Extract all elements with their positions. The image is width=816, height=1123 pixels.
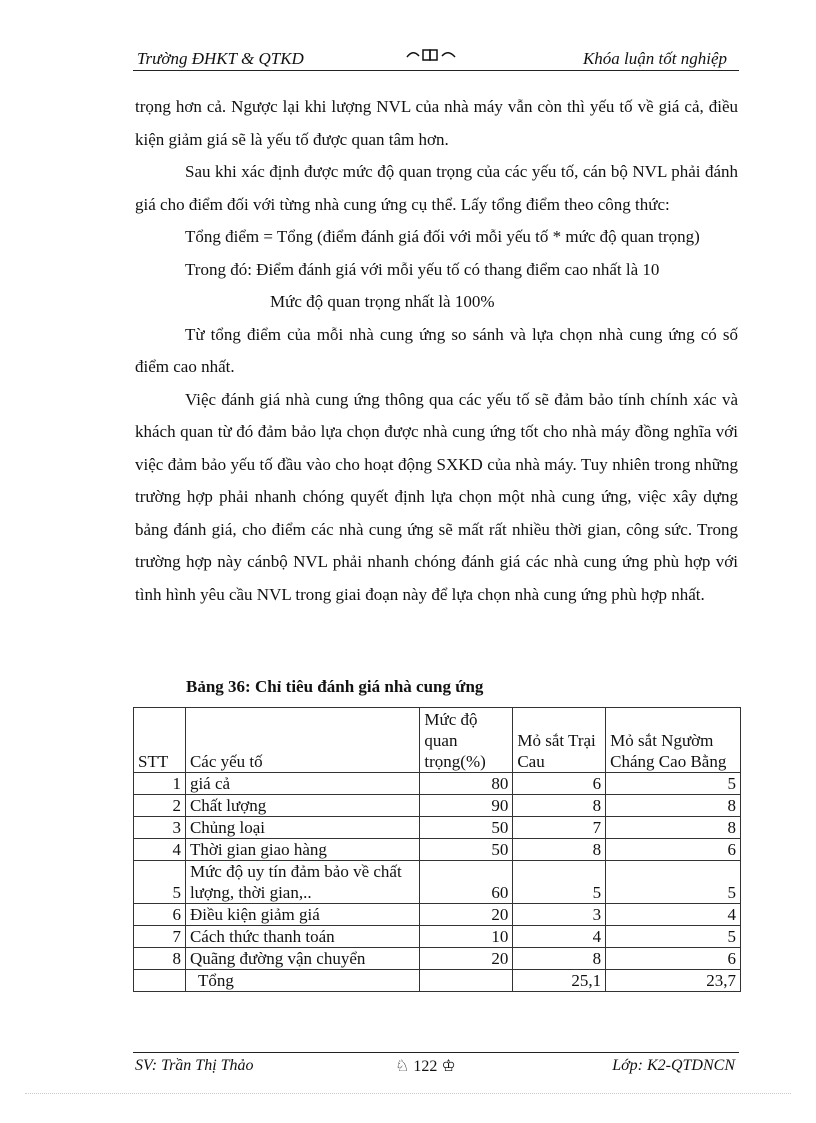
- header-cell: STT: [134, 708, 186, 773]
- table-cell: 4: [606, 904, 741, 926]
- table-cell: 20: [420, 904, 513, 926]
- table-cell: 80: [420, 773, 513, 795]
- table-cell: 5: [606, 926, 741, 948]
- formula-note: Trong đó: Điểm đánh giá với mỗi yếu tố có thang điểm cao nhất là 10: [185, 259, 660, 279]
- table-cell: [134, 970, 186, 992]
- table-cell: Chủng loại: [185, 817, 419, 839]
- header-cell: Mỏ sắt Trại Cau: [513, 708, 606, 773]
- page-header: [133, 46, 739, 71]
- table-cell: 8: [606, 795, 741, 817]
- table-cell: 20: [420, 948, 513, 970]
- table-cell: 6: [513, 773, 606, 795]
- table-cell: 2: [134, 795, 186, 817]
- formula-note: Mức độ quan trọng nhất là 100%: [270, 292, 495, 311]
- table-cell: 8: [513, 795, 606, 817]
- book-ornament-icon: [405, 47, 457, 63]
- table-cell: 50: [420, 839, 513, 861]
- table-row: [134, 904, 741, 926]
- table-cell: 3: [513, 904, 606, 926]
- table-cell: 50: [420, 817, 513, 839]
- student-name: SV: Trần Thị Thảo: [135, 1057, 254, 1074]
- table-cell: 6: [606, 839, 741, 861]
- table-cell: giá cả: [185, 773, 419, 795]
- paragraph: Từ tổng điểm của mỗi nhà cung ứng so sánh và lựa chọn nhà cung ứng có số điểm cao nhất.: [135, 324, 738, 376]
- table-cell: Mức độ uy tín đảm bảo về chất lượng, thời gian,..: [185, 861, 419, 904]
- header-cell: Mỏ sắt Ngườm Cháng Cao Bằng: [606, 708, 741, 773]
- table-cell: 10: [420, 926, 513, 948]
- formula: Tổng điểm = Tổng (điểm đánh giá đối với mỗi yếu tố * mức độ quan trọng): [185, 227, 700, 246]
- header-cell: Mức độ quan trọng(%): [420, 708, 513, 773]
- table-header-row: [134, 708, 741, 773]
- paragraph: Việc đánh giá nhà cung ứng thông qua các yếu tố sẽ đảm bảo tính chính xác và khách quan từ đó đảm bảo lựa chọn được nhà cung ứng tốt cho nhà máy đồng nghĩa với việc đảm bảo yếu tố đầu vào cho hoạt động SXKD của nhà máy. Tuy nhiên trong những trường hợp phải nhanh chóng quyết định lựa chọn một nhà cung ứng, việc xây dựng bảng đánh giá, cho điểm các nhà cung ứng sẽ mất rất nhiều thời gian, công sức. Trong trường hợp này cánbộ NVL phải nhanh chóng đánh giá các nhà cung ứng phù hợp với tình hình yêu cầu NVL trong giai đoạn này để lựa chọn nhà cung ứng phù hợp nhất.: [135, 389, 738, 604]
- class-code: Lớp: K2-QTDNCN: [612, 1057, 735, 1074]
- table-cell: 90: [420, 795, 513, 817]
- school-name: Trường ĐHKT & QTKD: [137, 49, 304, 68]
- table-cell: Chất lượng: [185, 795, 419, 817]
- table-row: [134, 817, 741, 839]
- table-cell: 5: [513, 861, 606, 904]
- table-cell: 1: [134, 773, 186, 795]
- table-cell: Cách thức thanh toán: [185, 926, 419, 948]
- table-cell: 8: [513, 948, 606, 970]
- table-row: [134, 948, 741, 970]
- table-cell: 5: [134, 861, 186, 904]
- body-text: [135, 91, 738, 611]
- total-label: Tổng: [185, 970, 419, 992]
- table-cell: 8: [134, 948, 186, 970]
- table-total-row: [134, 970, 741, 992]
- table-caption: Bảng 36: Chỉ tiêu đánh giá nhà cung ứng: [186, 677, 484, 696]
- table-cell: [420, 970, 513, 992]
- table-cell: 4: [513, 926, 606, 948]
- paragraph: trọng hơn cả. Ngược lại khi lượng NVL của nhà máy vẫn còn thì yếu tố về giá cả, điều kiện giảm giá sẽ là yếu tố được quan tâm hơn.: [135, 97, 738, 149]
- total-nguom-chang: 23,7: [606, 970, 741, 992]
- table-cell: 60: [420, 861, 513, 904]
- table-cell: 4: [134, 839, 186, 861]
- table-cell: Quãng đường vận chuyển: [185, 948, 419, 970]
- page-number: ♘ 122 ♔: [395, 1058, 456, 1075]
- table-cell: 5: [606, 861, 741, 904]
- document-type: Khóa luận tốt nghiệp: [582, 49, 727, 68]
- table-cell: 5: [606, 773, 741, 795]
- table-cell: 6: [606, 948, 741, 970]
- table-row: [134, 861, 741, 904]
- paragraph: Sau khi xác định được mức độ quan trọng của các yếu tố, cán bộ NVL phải đánh giá cho điểm đối với từng nhà cung ứng cụ thể. Lấy tổng điểm theo công thức:: [135, 162, 738, 214]
- table-cell: 7: [513, 817, 606, 839]
- table-cell: 8: [513, 839, 606, 861]
- table-row: [134, 926, 741, 948]
- page-footer: [133, 1052, 739, 1077]
- table-cell: Điều kiện giảm giá: [185, 904, 419, 926]
- supplier-criteria-table: [133, 707, 741, 992]
- total-trai-cau: 25,1: [513, 970, 606, 992]
- table-cell: 8: [606, 817, 741, 839]
- table-row: [134, 839, 741, 861]
- page-edge-divider: [25, 1093, 791, 1094]
- table-cell: 6: [134, 904, 186, 926]
- table-cell: Thời gian giao hàng: [185, 839, 419, 861]
- header-cell: Các yếu tố: [185, 708, 419, 773]
- table-row: [134, 795, 741, 817]
- header-ornament-icon: [405, 47, 457, 68]
- table-row: [134, 773, 741, 795]
- table-cell: 7: [134, 926, 186, 948]
- table-cell: 3: [134, 817, 186, 839]
